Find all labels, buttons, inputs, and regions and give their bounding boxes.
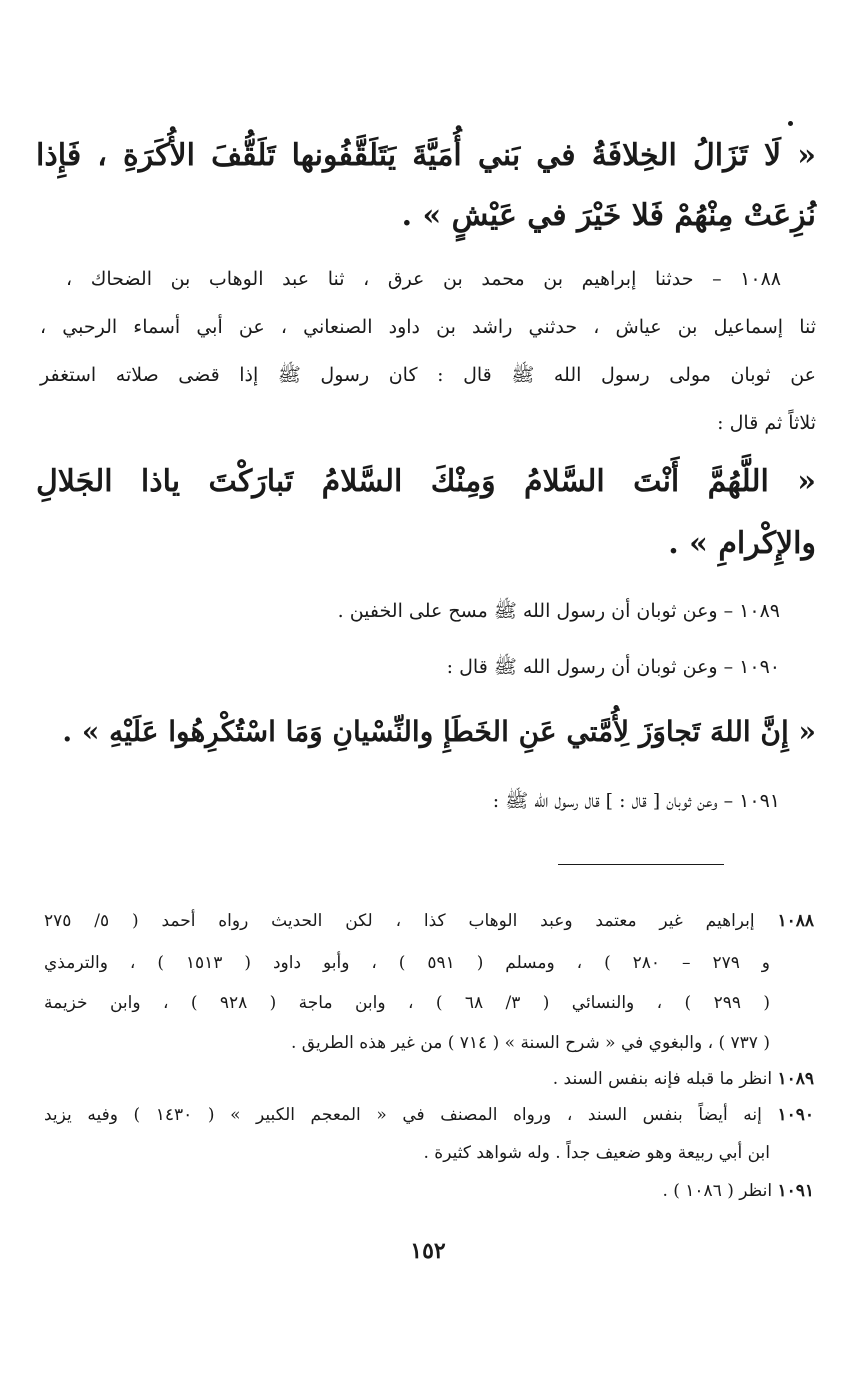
page-number: ١٥٢ [410, 1238, 446, 1264]
hadith-1091-line: ١٠٩١ – وعن ثوبان [ قال : ] قال رسول الله ﷺ : [492, 790, 780, 812]
footnote-1088-line-3: ( ٢٩٩ ) ، والنسائي ( ٣/ ٦٨ ) ، وابن ماجة ( ٩٢٨ ) ، وابن خزيمة [44, 993, 770, 1013]
footnote-1088-line-2: و ٢٧٩ – ٢٨٠ ) ، ومسلم ( ٥٩١ ) ، وأبو داود ( ١٥١٣ ) ، والترمذي [44, 953, 770, 973]
footnote-1091-number: ١٠٩١ [777, 1181, 814, 1201]
footnote-1088-number: ١٠٨٨ [777, 911, 815, 931]
matn-1088-line-2: والإِكْرامِ » . [668, 526, 816, 561]
matn-1090: « إِنَّ اللهَ تَجاوَزَ لِأُمَّتي عَنِ الخَطَإِ والنِّسْيانِ وَمَا اسْتُكْرِهُوا عَلَيْهِ » . [62, 715, 816, 748]
matn-1087-line-2: نُزِعَتْ مِنْهُمْ فَلا خَيْرَ في عَيْشٍ » . [401, 198, 816, 233]
hadith-1089-line: ١٠٨٩ – وعن ثوبان أن رسول الله ﷺ مسح على الخفين . [337, 600, 780, 622]
footnote-1088-line-1 [44, 908, 814, 934]
matn-1087-line-1: « لَا تَزَالُ الخِلافَةُ في بَني أُمَيَّةَ يَتَلَقَّفُونها تَلَقُّفَ الأُكَرَةِ ، فَإِذا [36, 138, 816, 173]
hadith-1088-isnad-line-3: عن ثوبان مولى رسول الله ﷺ قال : كان رسول ﷺ إذا قضى صلاته استغفر [40, 364, 816, 386]
footnote-1090-line-1 [44, 1102, 814, 1128]
footnote-1089-line [44, 1066, 814, 1092]
hadith-1088-isnad-line-2: ثنا إسماعيل بن عياش ، حدثني راشد بن داود الصنعاني ، عن أبي أسماء الرحبي ، [40, 316, 816, 338]
footnote-1091-text: انظر ( ١٠٨٦ ) . [662, 1181, 773, 1201]
matn-1088-line-1: « اللَّهُمَّ أَنْتَ السَّلامُ وَمِنْكَ السَّلامُ تَبارَكْتَ ياذا الجَلالِ [36, 464, 816, 499]
footnote-1088-line-4: ( ٧٣٧ ) ، والبغوي في « شرح السنة » ( ٧١٤ ) من غير هذه الطريق . [290, 1033, 770, 1053]
footnote-1089-number: ١٠٨٩ [777, 1069, 814, 1089]
footnote-separator [558, 864, 724, 865]
hadith-1088-isnad-line-1: ١٠٨٨ – حدثنا إبراهيم بن محمد بن عرق ، ثنا عبد الوهاب بن الضحاك ، [66, 268, 781, 290]
footnote-1089-text: انظر ما قبله فإنه بنفس السند . [552, 1069, 773, 1089]
footnote-1088-text-1: إبراهيم غير معتمد وعبد الوهاب كذا ، لكن الحديث رواه أحمد ( ٥/ ٢٧٥ [44, 911, 755, 931]
footnote-1091-line [44, 1178, 814, 1204]
hadith-1088-isnad-line-4: ثلاثاً ثم قال : [717, 412, 816, 434]
footnote-1090-text-1: إنه أيضاً بنفس السند ، ورواه المصنف في « المعجم الكبير » ( ١٤٣٠ ) وفيه يزيد [44, 1105, 762, 1125]
footnote-1090-line-2: ابن أبي ربيعة وهو ضعيف جداً . وله شواهد كثيرة . [423, 1143, 770, 1163]
hadith-1090-isnad: ١٠٩٠ – وعن ثوبان أن رسول الله ﷺ قال : [446, 656, 780, 678]
ink-dot [788, 121, 793, 126]
footnote-1090-number: ١٠٩٠ [777, 1105, 814, 1125]
